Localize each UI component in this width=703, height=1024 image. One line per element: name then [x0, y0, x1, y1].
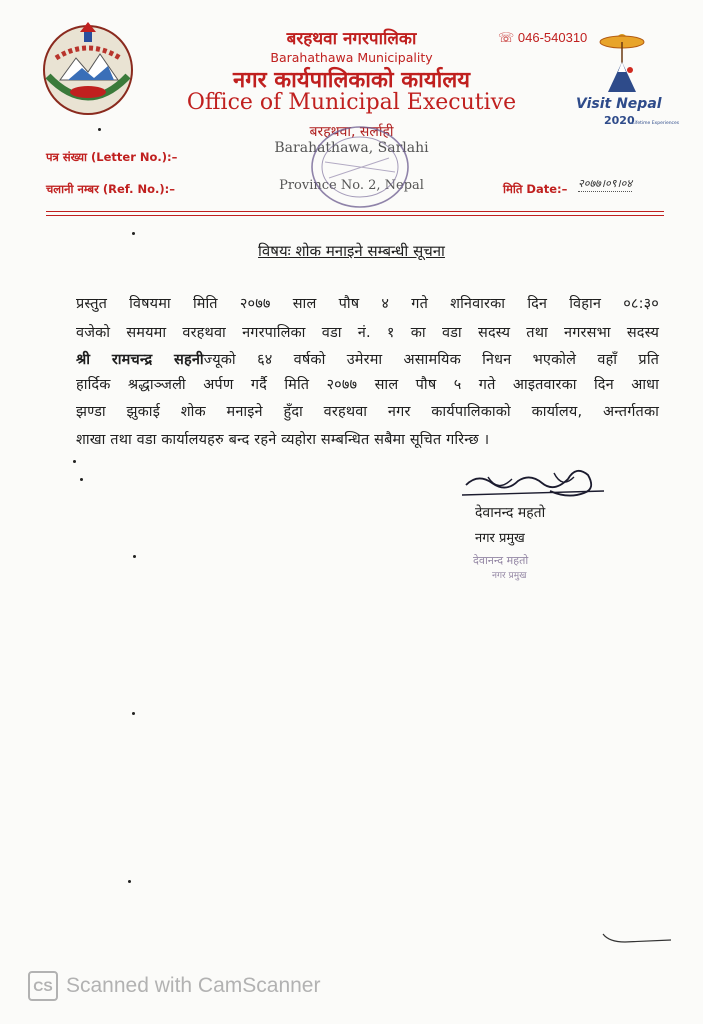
scan-speck — [73, 460, 76, 463]
body-line — [76, 349, 659, 369]
letter-number-label: पत्र संख्या (Letter No.):– — [46, 150, 178, 164]
municipality-name-en: Barahathawa Municipality — [270, 50, 433, 65]
body-line: झण्डा झुकाई शोक मनाइने हुँदा वरहथवा नगर कार्यपालिकाको कार्यालय, अन्तर्गतका — [76, 404, 659, 420]
date-value: २०७७।०९।०४ — [578, 177, 633, 190]
pen-mark — [595, 912, 675, 952]
seal-name: देवानन्द महतो — [473, 554, 529, 567]
address-np: बरहथवा, सर्लाही — [309, 124, 394, 140]
visit-nepal-line1: Visit Nepal — [576, 96, 662, 112]
address-en: Barahathawa, Sarlahi — [274, 140, 429, 156]
deceased-name: श्री रामचन्द्र सहनी — [76, 352, 204, 368]
body-line: प्रस्तुत विषयमा मिति २०७७ साल पौष ४ गते शनिवारका दिन विहान ०८:३० — [76, 296, 659, 312]
province-line: Province No. 2, Nepal — [279, 178, 424, 193]
seal-title: नगर प्रमुख — [492, 571, 527, 581]
date-label: मिति Date:– — [503, 182, 568, 196]
scan-speck — [132, 712, 135, 715]
signatory-name: देवानन्द महतो — [475, 505, 546, 521]
office-title-en: Office of Municipal Executive — [186, 90, 517, 115]
camscanner-text: Scanned with CamScanner — [66, 974, 321, 997]
telephone-icon: ☏ — [498, 30, 515, 45]
scan-speck — [132, 232, 135, 235]
office-stamp — [285, 112, 435, 222]
scan-speck — [98, 128, 101, 131]
visit-nepal-logo — [572, 28, 680, 136]
reference-number-label: चलानी नम्बर (Ref. No.):– — [46, 182, 175, 196]
body-line: शाखा तथा वडा कार्यालयहरु बन्द रहने व्यहोरा सम्बन्धित सबैमा सूचित गरिन्छ । — [76, 432, 490, 448]
scan-speck — [128, 880, 131, 883]
phone-value: 046-540310 — [517, 30, 588, 45]
visit-nepal-tagline: Lifetime Experiences — [632, 121, 680, 126]
scan-speck — [80, 478, 83, 481]
signatory-title: नगर प्रमुख — [475, 531, 525, 546]
handwritten-signature — [458, 455, 608, 510]
body-line-rest: ज्यूको ६४ वर्षको उमेरमा असामयिक निधन भएकोले वहाँ प्रति — [203, 352, 659, 368]
notice-subject: विषयः शोक मनाइने सम्बन्धी सूचना — [258, 242, 445, 260]
scan-speck — [133, 555, 136, 558]
body-line: हार्दिक श्रद्धाञ्जली अर्पण गर्दै मिति २०७७ साल पौष ५ गते आइतवारका दिन आधा — [76, 377, 659, 393]
municipality-name-np: बरहथवा नगरपालिका — [286, 29, 417, 49]
office-title-np: नगर कार्यपालिकाको कार्यालय — [233, 68, 470, 93]
camscanner-watermark — [28, 966, 320, 1006]
visit-nepal-year: 2020 — [604, 114, 635, 127]
body-line: वजेको समयमा वरहथवा नगरपालिका वडा नं. १ का वडा सदस्य तथा नगरसभा सदस्य — [76, 325, 659, 341]
camscanner-logo-icon: CS — [28, 971, 58, 1001]
